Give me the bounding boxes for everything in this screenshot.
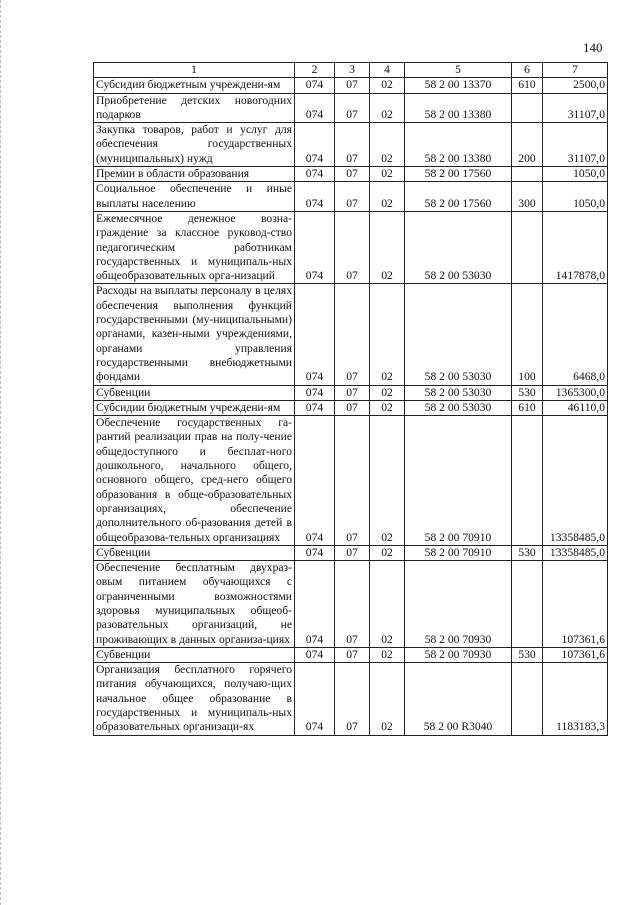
row-code-gr-cell: 074 (295, 663, 335, 735)
row-expense-type-cell (512, 167, 543, 182)
row-name-cell: Социальное обеспечение и иные выплаты населению (94, 182, 295, 212)
row-name-cell: Субвенции (94, 385, 295, 400)
row-subsection-cell: 02 (370, 647, 405, 662)
row-section-cell: 07 (335, 400, 370, 415)
row-section-cell: 07 (335, 561, 370, 648)
row-code-gr-cell: 074 (295, 561, 335, 648)
row-expense-type-cell: 100 (512, 284, 543, 385)
row-amount-cell: 6468,0 (543, 284, 608, 385)
row-name-cell: Организация бесплатного горячего питания обучающихся, получаю-щих начальное общее образование в государственных и муниципаль-ных образовательных организаци-ях (94, 663, 295, 735)
row-subsection-cell: 02 (370, 93, 405, 123)
row-code-gr-cell: 074 (295, 93, 335, 123)
row-target-code-cell: 58 2 00 13370 (405, 78, 512, 93)
row-section-cell: 07 (335, 123, 370, 167)
row-name-cell: Субсидии бюджетным учреждени-ям (94, 78, 295, 93)
row-subsection-cell: 02 (370, 167, 405, 182)
row-subsection-cell: 02 (370, 663, 405, 735)
row-expense-type-cell (512, 561, 543, 648)
row-amount-cell: 1050,0 (543, 167, 608, 182)
row-expense-type-cell: 300 (512, 182, 543, 212)
row-amount-cell: 31107,0 (543, 93, 608, 123)
row-expense-type-cell (512, 663, 543, 735)
row-subsection-cell: 02 (370, 123, 405, 167)
row-amount-cell: 1050,0 (543, 182, 608, 212)
row-subsection-cell: 02 (370, 385, 405, 400)
row-amount-cell: 2500,0 (543, 78, 608, 93)
header-cell-4: 4 (370, 63, 405, 78)
row-amount-cell: 13358485,0 (543, 545, 608, 560)
row-name-cell: Приобретение детских новогодних подарков (94, 93, 295, 123)
row-target-code-cell: 58 2 00 13380 (405, 93, 512, 123)
row-target-code-cell: 58 2 00 70930 (405, 561, 512, 648)
row-code-gr-cell: 074 (295, 416, 335, 546)
row-code-gr-cell: 074 (295, 545, 335, 560)
row-name-cell: Закупка товаров, работ и услуг для обеспечения государственных (муниципальных) нужд (94, 123, 295, 167)
table-row (94, 385, 608, 400)
row-section-cell: 07 (335, 284, 370, 385)
row-subsection-cell: 02 (370, 284, 405, 385)
table-row (94, 545, 608, 560)
row-target-code-cell: 58 2 00 17560 (405, 167, 512, 182)
row-target-code-cell: 58 2 00 53030 (405, 284, 512, 385)
table-row (94, 647, 608, 662)
table-row (94, 416, 608, 546)
row-target-code-cell: 58 2 00 53030 (405, 400, 512, 415)
table-row (94, 78, 608, 93)
table-row (94, 284, 608, 385)
row-code-gr-cell: 074 (295, 400, 335, 415)
row-subsection-cell: 02 (370, 78, 405, 93)
row-expense-type-cell: 610 (512, 400, 543, 415)
row-amount-cell: 1183183,3 (543, 663, 608, 735)
row-target-code-cell: 58 2 00 53030 (405, 385, 512, 400)
header-cell-7: 7 (543, 63, 608, 78)
row-name-cell: Обеспечение бесплатным двухраз-овым питанием обучающихся с ограниченными возможностями здоровья муниципальных общеоб-разовательных организаций, не проживающих в данных организа-циях (94, 561, 295, 648)
row-expense-type-cell: 530 (512, 647, 543, 662)
row-name-cell: Расходы на выплаты персоналу в целях обеспечения выполнения функций государственными (му-ниципальными) органами, казен-ными учреждениями, органами управления государственными внебюджетными фондами (94, 284, 295, 385)
row-expense-type-cell (512, 93, 543, 123)
header-cell-5: 5 (405, 63, 512, 78)
row-section-cell: 07 (335, 78, 370, 93)
row-code-gr-cell: 074 (295, 123, 335, 167)
row-target-code-cell: 58 2 00 70910 (405, 416, 512, 546)
row-section-cell: 07 (335, 545, 370, 560)
header-cell-2: 2 (295, 63, 335, 78)
row-name-cell: Субвенции (94, 545, 295, 560)
row-code-gr-cell: 074 (295, 167, 335, 182)
header-cell-6: 6 (512, 63, 543, 78)
table-row (94, 400, 608, 415)
row-code-gr-cell: 074 (295, 78, 335, 93)
row-amount-cell: 107361,6 (543, 647, 608, 662)
row-section-cell: 07 (335, 385, 370, 400)
row-subsection-cell: 02 (370, 416, 405, 546)
row-target-code-cell: 58 2 00 17560 (405, 182, 512, 212)
page-number: 140 (583, 40, 603, 55)
row-code-gr-cell: 074 (295, 211, 335, 283)
row-code-gr-cell: 074 (295, 284, 335, 385)
row-amount-cell: 31107,0 (543, 123, 608, 167)
row-name-cell: Обеспечение государственных га-рантий реализации прав на полу-чение общедоступного и бесплат-ного дошкольного, начального общего, основного общего, сред-него общего образования в обще-образовательных организациях, обеспечение дополнительного об-разования детей в общеобразова-тельных организациях (94, 416, 295, 546)
row-expense-type-cell (512, 416, 543, 546)
row-subsection-cell: 02 (370, 545, 405, 560)
row-subsection-cell: 02 (370, 400, 405, 415)
row-name-cell: Субсидии бюджетным учреждени-ям (94, 400, 295, 415)
table-body (94, 78, 608, 735)
row-name-cell: Премии в области образования (94, 167, 295, 182)
table-row (94, 123, 608, 167)
row-amount-cell: 107361,6 (543, 561, 608, 648)
table-row (94, 182, 608, 212)
row-amount-cell: 1417878,0 (543, 211, 608, 283)
row-expense-type-cell: 610 (512, 78, 543, 93)
header-row (94, 63, 608, 78)
row-subsection-cell: 02 (370, 561, 405, 648)
row-section-cell: 07 (335, 663, 370, 735)
row-expense-type-cell: 530 (512, 385, 543, 400)
row-name-cell: Субвенции (94, 647, 295, 662)
row-section-cell: 07 (335, 93, 370, 123)
row-section-cell: 07 (335, 182, 370, 212)
row-target-code-cell: 58 2 00 53030 (405, 211, 512, 283)
row-section-cell: 07 (335, 167, 370, 182)
row-subsection-cell: 02 (370, 211, 405, 283)
table-row (94, 663, 608, 735)
budget-table (93, 62, 608, 736)
row-code-gr-cell: 074 (295, 182, 335, 212)
row-name-cell: Ежемесячное денежное возна-граждение за классное руковод-ство педагогическим работникам государственных и муниципаль-ных общеобразовательных орга-низаций (94, 211, 295, 283)
page-left-edge (0, 0, 4, 905)
table-row (94, 561, 608, 648)
table-row (94, 211, 608, 283)
row-section-cell: 07 (335, 211, 370, 283)
row-section-cell: 07 (335, 647, 370, 662)
row-expense-type-cell: 200 (512, 123, 543, 167)
row-subsection-cell: 02 (370, 182, 405, 212)
row-target-code-cell: 58 2 00 70930 (405, 647, 512, 662)
row-code-gr-cell: 074 (295, 647, 335, 662)
row-amount-cell: 13358485,0 (543, 416, 608, 546)
row-expense-type-cell: 530 (512, 545, 543, 560)
row-amount-cell: 46110,0 (543, 400, 608, 415)
row-target-code-cell: 58 2 00 R3040 (405, 663, 512, 735)
row-section-cell: 07 (335, 416, 370, 546)
table-row (94, 167, 608, 182)
row-amount-cell: 1365300,0 (543, 385, 608, 400)
row-target-code-cell: 58 2 00 70910 (405, 545, 512, 560)
header-cell-1: 1 (94, 63, 295, 78)
header-cell-3: 3 (335, 63, 370, 78)
row-expense-type-cell (512, 211, 543, 283)
row-target-code-cell: 58 2 00 13380 (405, 123, 512, 167)
table-row (94, 93, 608, 123)
row-code-gr-cell: 074 (295, 385, 335, 400)
